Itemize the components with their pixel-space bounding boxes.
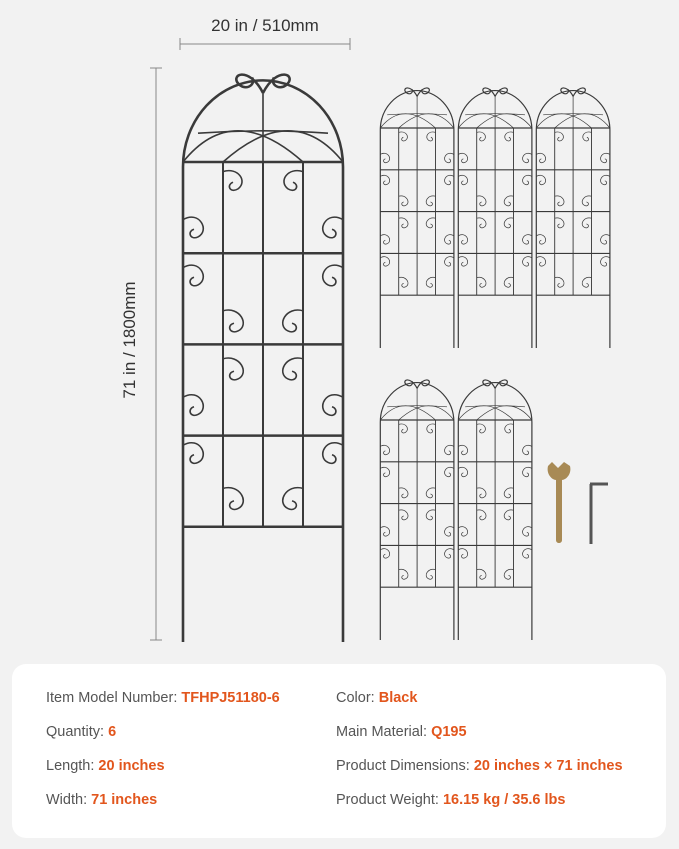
spec-length-label: Length: [46, 758, 95, 774]
spec-quantity-label: Quantity: [46, 724, 105, 740]
spec-material-value: Q195 [431, 724, 467, 740]
spec-width-label: Width: [46, 792, 88, 808]
trellis-small-5 [458, 380, 532, 640]
trellis-small-2 [458, 88, 532, 348]
trellis-small-4 [380, 380, 454, 640]
spec-color [336, 690, 417, 706]
wrench-icon [548, 462, 571, 543]
spec-color-value: Black [378, 690, 418, 706]
spec-dimensions-value: 20 inches × 71 inches [473, 758, 623, 774]
spec-dimensions [336, 758, 623, 774]
spec-quantity [46, 724, 116, 740]
spec-dimensions-label: Product Dimensions: [336, 758, 470, 774]
spec-model [46, 690, 280, 706]
spec-length-value: 20 inches [98, 758, 165, 774]
trellis-small-3 [536, 88, 610, 348]
spec-weight-value: 16.15 kg / 35.6 lbs [442, 792, 566, 808]
spec-width-value: 71 inches [91, 792, 158, 808]
spec-model-value: TFHPJ51180-6 [181, 690, 280, 706]
hex-key-icon [590, 484, 608, 544]
spec-width [46, 792, 157, 808]
spec-material-label: Main Material: [336, 724, 428, 740]
spec-material [336, 724, 467, 740]
width-dimension-label: 20 in / 510mm [211, 16, 319, 35]
spec-weight-label: Product Weight: [336, 792, 439, 808]
specifications-card [12, 664, 666, 838]
trellis-small-1 [380, 88, 454, 348]
spec-model-label: Item Model Number: [46, 690, 178, 706]
trellis-large [183, 75, 343, 642]
height-dimension-label: 71 in / 1800mm [120, 281, 139, 399]
spec-length [46, 758, 165, 774]
dimension-guides [150, 38, 350, 640]
spec-quantity-value: 6 [108, 724, 117, 740]
spec-weight [336, 792, 565, 808]
spec-color-label: Color: [336, 690, 375, 706]
